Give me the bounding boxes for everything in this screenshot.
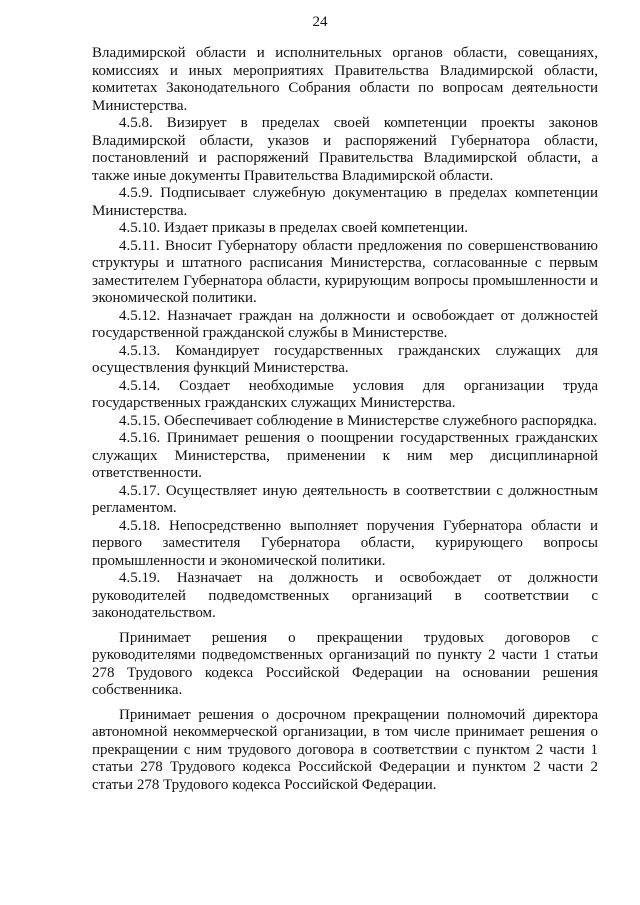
document-body xyxy=(92,45,598,794)
paragraph-4-5-18: 4.5.18. Непосредственно выполняет поручения Губернатора области и первого заместителя Губернатора области, курирующего вопросы промышленности и экономической политики. xyxy=(92,517,598,569)
paragraph-4-5-17: 4.5.17. Осуществляет иную деятельность в соответствии с должностным регламентом. xyxy=(92,482,598,516)
paragraph-4-5-14: 4.5.14. Создает необходимые условия для организации труда государственных гражданских служащих Министерства. xyxy=(92,377,598,411)
paragraph-4-5-8: 4.5.8. Визирует в пределах своей компетенции проекты законов Владимирской области, указов и распоряжений Губернатора области, постановлений и распоряжений Правительства Владимирской области, а также иные документы Правительства Владимирской области. xyxy=(92,115,598,184)
paragraph-4-5-15: 4.5.15. Обеспечивает соблюдение в Министерстве служебного распорядка. xyxy=(119,412,597,429)
paragraph-4-5-13: 4.5.13. Командирует государственных гражданских служащих для осуществления функций Министерства. xyxy=(92,342,598,376)
paragraph-4-5-12: 4.5.12. Назначает граждан на должности и освобождает от должностей государственной гражданской службы в Министерстве. xyxy=(92,307,598,341)
paragraph-early-termination: Принимает решения о досрочном прекращении полномочий директора автономной некоммерческой организации, в том числе принимает решения о прекращении с ним трудового договора в соответствии с пунктом 2 части 1 статьи 278 Трудового кодекса Российской Федерации и пунктом 2 части 2 статьи 278 Трудового кодекса Российской Федерации. xyxy=(92,706,598,793)
paragraph-4-5-9: 4.5.9. Подписывает служебную документацию в пределах компетенции Министерства. xyxy=(92,185,598,219)
page-number: 24 xyxy=(312,14,328,30)
paragraph-4-5-16: 4.5.16. Принимает решения о поощрении государственных гражданских служащих Министерства, применении к ним мер дисциплинарной ответственности. xyxy=(92,430,598,481)
paragraph-4-5-10: 4.5.10. Издает приказы в пределах своей компетенции. xyxy=(119,220,469,236)
paragraph-continuation: Владимирской области и исполнительных органов области, совещаниях, комиссиях и иных мероприятиях Правительства Владимирской области, комитетах Законодательного Собрания области по вопросам деятельности Министерства. xyxy=(92,45,598,114)
paragraph-4-5-11: 4.5.11. Вносит Губернатору области предложения по совершенствованию структуры и штатного расписания Министерства, согласованные с первым заместителем Губернатора области, курирующим вопросы промышленности и экономической политики. xyxy=(92,237,598,306)
paragraph-4-5-19: 4.5.19. Назначает на должность и освобождает от должности руководителей подведомственных организаций в соответствии с законодательством. xyxy=(92,570,598,621)
paragraph-termination-contracts: Принимает решения о прекращении трудовых договоров с руководителями подведомственных организаций по пункту 2 части 1 статьи 278 Трудового кодекса Российской Федерации на основании решения собственника. xyxy=(92,629,598,698)
